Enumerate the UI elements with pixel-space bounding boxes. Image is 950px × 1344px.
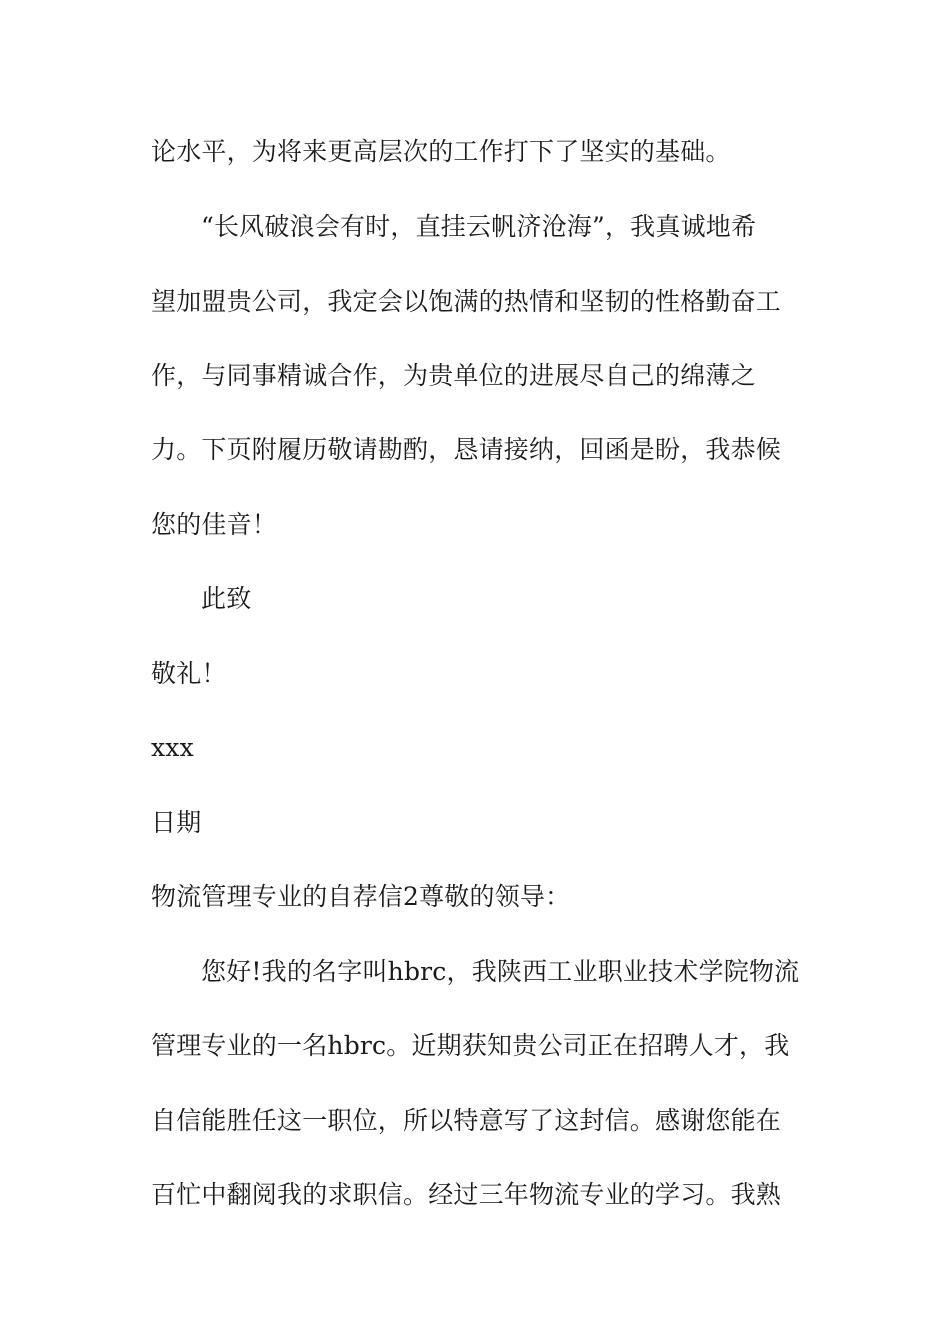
- paragraph-line: 您好!我的名字叫hbrc，我陕西工业职业技术学院物流: [201, 957, 800, 986]
- letter-heading: 物流管理专业的自荐信2尊敬的领导：: [151, 882, 571, 911]
- paragraph-line: 百忙中翻阅我的求职信。经过三年物流专业的学习。我熟: [151, 1180, 782, 1209]
- closing-regards: 敬礼！: [151, 659, 227, 688]
- closing-salutation: 此致: [201, 584, 252, 613]
- paragraph-line: “长风破浪会有时，直挂云帆济沧海”，我真诚地希: [201, 212, 757, 241]
- paragraph-line: 自信能胜任这一职位，所以特意写了这封信。感谢您能在: [151, 1106, 782, 1135]
- paragraph-line: 论水平，为将来更高层次的工作打下了坚实的基础。: [151, 137, 731, 166]
- paragraph-line: 望加盟贵公司，我定会以饱满的热情和坚韧的性格勤奋工: [151, 287, 782, 316]
- paragraph-line: 作，与同事精诚合作，为贵单位的进展尽自己的绵薄之: [151, 361, 756, 390]
- paragraph-line: 力。下页附履历敬请勘酌，恳请接纳，回函是盼，我恭候: [151, 435, 782, 464]
- signature-date: 日期: [151, 808, 202, 837]
- paragraph-line: 管理专业的一名hbrc。近期获知贵公司正在招聘人才，我: [151, 1031, 790, 1060]
- paragraph-line: 您的佳音！: [151, 510, 278, 539]
- signature-name: xxx: [151, 733, 194, 762]
